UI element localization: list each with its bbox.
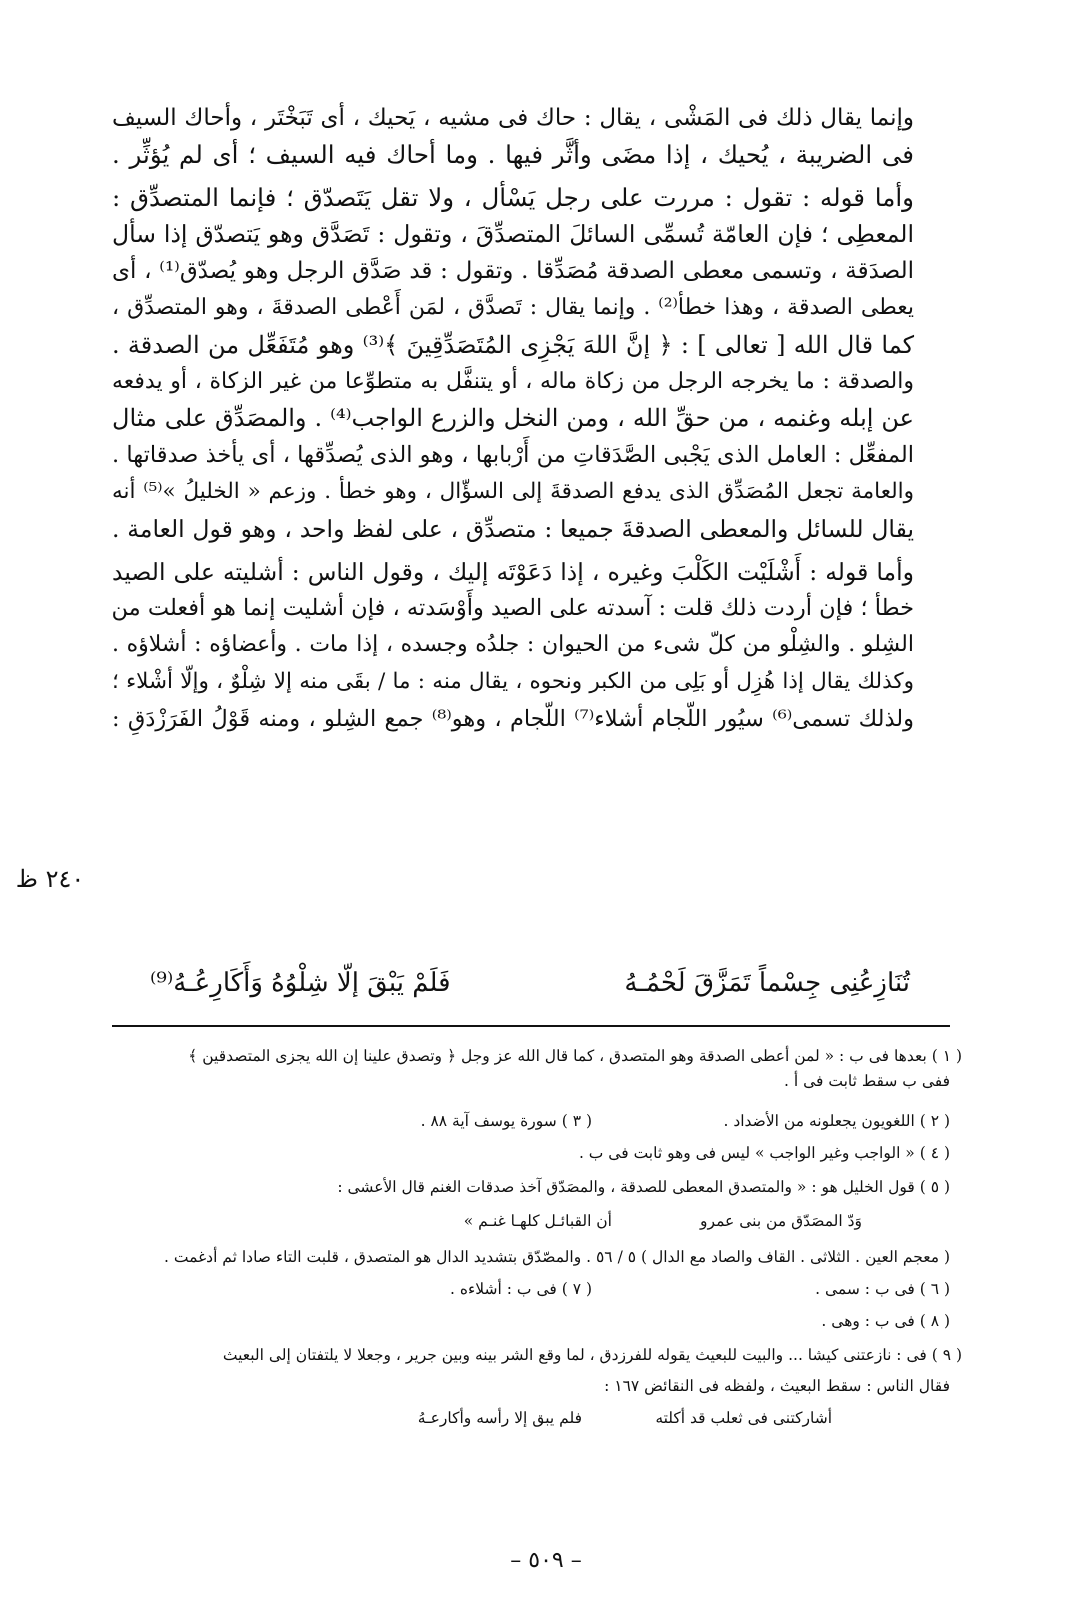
footnote: ( ٣ ) سورة يوسف آية ٨٨ . — [420, 1112, 592, 1130]
footnote-verse: أشاركتنى فى ثعلب قد أكلته — [655, 1409, 832, 1427]
text-line: وإنما يقال ذلك فى المَشْى ، يقال : حاك فى مشيه ، يَحيك ، أى تَبَخْتَر ، وأحاك السيف — [112, 105, 914, 131]
text-line: يقال للسائل والمعطى الصدقةَ جميعا : متصدِّق ، على لفظ واحد ، وهو قول العامة . — [112, 514, 914, 543]
footnote: ( معجم العين . الثلاثى . القاف والصاد مع الدال ) ٥ / ٥٦ . والمصّدّق بتشديد الدال هو المتصدق ، قلبت التاء صادا ثم أدغمت . — [164, 1248, 950, 1266]
footnote: ( ٧ ) فى ب : أشلاءه . — [450, 1280, 592, 1298]
margin-folio-note: ٢٤٠ ظ — [15, 865, 85, 893]
footnote-divider — [112, 1025, 950, 1027]
paragraph — [112, 100, 950, 174]
footnote: ( ٨ ) فى ب : وهى . — [821, 1312, 950, 1330]
text-line: عن إبله وغنمه ، من حقِّ الله ، ومن النخل والزرع الواجب⁽⁴⁾ . والمصَدِّق على مثال — [112, 404, 914, 433]
footnote: ( ٤ ) « الواجب وغير الواجب » ليس فى وهو ثابت فى ب . — [578, 1144, 950, 1162]
footnote: فقال الناس : سقط البعيث ، ولفظه فى النقائض ١٦٧ : — [604, 1377, 950, 1395]
text-line: وأما قوله : تقول : مررت على رجل يَسْأل ، ولا تقل يَتَصدّق ؛ فإنما المتصدِّق : — [112, 182, 914, 212]
footnote: ( ١ ) بعدها فى ب : « لمن أعطى الصدقة وهو المتصدق ، كما قال الله عز وجل ﴿ وتصدق علينا إن الله يجزى المتصدقين ﴾ — [188, 1047, 962, 1065]
text-line: ولذلك تسمى⁽⁶⁾ سيُور اللّجام أشلاء⁽⁷⁾ اللّجام ، وهو⁽⁸⁾ جمع الشِلو ، ومنه قَوْلُ الفَرَزْدَقِ : — [112, 705, 914, 732]
footnote: ( ٦ ) فى ب : سمى . — [815, 1280, 950, 1298]
paragraph — [112, 180, 950, 548]
footnote-verse: فلم يبق إلا رأسه وأكارعـهُ — [417, 1409, 582, 1427]
verse-first-hemistich: تُنَازِعُنِى جِسْماً تَمَزَّقَ لَحْمُـهُ — [624, 968, 910, 998]
footnote-verse: أن القبائـل كلهـا غنـم » — [463, 1212, 612, 1230]
text-line: وأما قوله : أَشْلَيْت الكَلْبَ وغيره ، إذا دَعَوْتَه إليك ، وقول الناس : أشليته على الصيد — [112, 557, 914, 586]
footnote: ( ٩ ) فى : نازعتنى كيشا ... والبيت للبعيث يقوله للفرزدق ، لما وقع الشر بينه وبين جرير ، وجعلا لا يلتفتان إلى البعيث — [222, 1346, 962, 1364]
text-line: المفعِّل : العامل الذى يَجْبى الصَّدَقاتِ من أَرْبابها ، وهو الذى يُصدِّقها ، أى يأخذ صدقاتها . — [112, 442, 914, 469]
text-line: خطأ ؛ فإن أردت ذلك قلت : آسدته على الصيد وأَوْسَدته ، فإن أشليت إنما هو أفعلت من — [111, 595, 914, 622]
text-line: الشِلو . والشِلْو من كلّ شىء من الحيوان : جلدُه وجسده ، إذا مات . وأعضاؤه : أشلاؤه . — [112, 632, 914, 658]
text-line: والعامة تجعل المُصَدِّق الذى يدفع الصدقةَ إلى السؤّال ، وهو خطأ . وزعم « الخليلُ »⁽⁵⁾ أنه — [112, 478, 914, 504]
text-line: الصدَقة ، وتسمى معطى الصدقة مُصَدِّقا . وتقول : قد صَدَّق الرجل وهو يُصدّق⁽¹⁾ ، أى — [112, 258, 914, 285]
text-line: والصدقة : ما يخرجه الرجل من زكاة ماله ، أو يتنفَّل به متطوِّعا من غير الزكاة ، أو يدفعه — [112, 368, 914, 394]
main-text — [112, 100, 950, 738]
paragraph — [112, 554, 950, 738]
text-line: فى الضريبة ، يُحيك ، إذا مضَى وأثَّر فيها . وما أحاك فيه السيف ؛ أى لم يُؤثِّر . — [112, 139, 914, 169]
footnote: ( ٥ ) قول الخليل هو : « والمتصدق المعطى للصدقة ، والمصَدّق آخذ صدقات الغنم قال الأعشى : — [337, 1178, 950, 1196]
footnote: ففى ب سقط ثابت فى أ . — [784, 1072, 950, 1090]
text-line: يعطى الصدقة ، وهذا خطأ⁽²⁾ . وإنما يقال : تَصدَّق ، لمَن أَعْطى الصدقةَ ، وهو المتصدِّق ، — [112, 294, 914, 320]
page-number: – ٥٠٩ – — [510, 1548, 582, 1573]
footnote: ( ٢ ) اللغويون يجعلونه من الأضداد . — [723, 1112, 950, 1130]
poetry-verse — [150, 968, 910, 998]
text-line: كما قال الله [ تعالى ] : ﴿ إنَّ اللهَ يَجْزِى المُتَصَدِّقِينَ ﴾⁽³⁾ وهو مُتَفَعِّل من الصدقة . — [112, 330, 914, 359]
footnote-verse: وَدّ المصَدّق من بنى عمرو — [700, 1212, 862, 1230]
text-line: المعطِى ؛ فإن العامّة تُسمِّى السائلَ المتصدِّقَ ، وتقول : تَصَدَّق وهو يَتصدّق إذا سأل — [112, 220, 914, 249]
verse-second-hemistich: فَلَمْ يَبْقَ إلّا شِلْوُهُ وَأَكَارِعُـهُ⁽⁹⁾ — [150, 968, 451, 998]
text-line: وكذلك يقال إذا هُزِل أو بَلِى من الكبر ونحوه ، يقال منه : ما / بقَى منه إلا شِلْوٌ ، وإلّا أشْلاء ؛ — [112, 668, 914, 694]
